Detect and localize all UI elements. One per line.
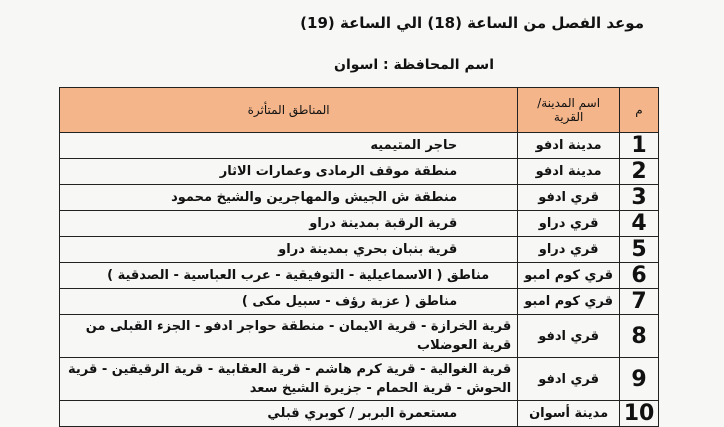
table-row — [60, 289, 659, 315]
row-city: قري ادفو — [518, 185, 620, 211]
governorate-name: اسم المحافظة : اسوان — [334, 57, 494, 73]
row-number: 3 — [620, 185, 659, 211]
table-row — [60, 358, 659, 401]
row-number: 2 — [620, 159, 659, 185]
row-city: قري ادفو — [518, 358, 620, 401]
row-areas: مناطق ( عزبة رؤف - سبيل مكى ) — [60, 289, 518, 315]
table-row — [60, 401, 659, 427]
row-number: 6 — [620, 263, 659, 289]
table-row — [60, 185, 659, 211]
column-header-areas: المناطق المتأثرة — [60, 88, 518, 133]
row-number: 10 — [620, 401, 659, 427]
row-areas: قرية الرقبة بمدينة دراو — [60, 211, 518, 237]
row-city: مدينة ادفو — [518, 159, 620, 185]
row-areas: منطقة موقف الرمادى وعمارات الاثار — [60, 159, 518, 185]
row-city: مدينة ادفو — [518, 133, 620, 159]
column-header-number: م — [620, 88, 659, 133]
row-number: 1 — [620, 133, 659, 159]
row-city: قري دراو — [518, 211, 620, 237]
row-areas: حاجر المتيميه — [60, 133, 518, 159]
row-areas: مستعمرة البربر / كوبري قبلي — [60, 401, 518, 427]
table-row — [60, 315, 659, 358]
row-number: 7 — [620, 289, 659, 315]
row-number: 4 — [620, 211, 659, 237]
row-city: قري دراو — [518, 237, 620, 263]
row-areas: قرية بنبان بحري بمدينة دراو — [60, 237, 518, 263]
row-city: قري كوم امبو — [518, 289, 620, 315]
row-city: مدينة أسوان — [518, 401, 620, 427]
row-number: 9 — [620, 358, 659, 401]
row-city: قري كوم امبو — [518, 263, 620, 289]
row-areas: قرية الخرازة - قرية الايمان - منطقة حواجر ادفو - الجزء القبلى من قرية العوضلاب — [60, 315, 518, 358]
column-header-city: اسم المدينة/ القرية — [518, 88, 620, 133]
table-row — [60, 133, 659, 159]
table-header-row — [60, 88, 659, 133]
table-row — [60, 159, 659, 185]
table-row — [60, 263, 659, 289]
row-areas: منطقة ش الجيش والمهاجرين والشيخ محمود — [60, 185, 518, 211]
affected-areas-table — [59, 87, 659, 427]
row-city: قري ادفو — [518, 315, 620, 358]
schedule-title: موعد الفصل من الساعة (18) الي الساعة (19) — [300, 14, 644, 32]
row-areas: قرية الغوالية - قرية كرم هاشم - قرية العقابية - قرية الرقيقين - قرية الحوش - قرية الحمام - جزيرة الشيخ سعد — [60, 358, 518, 401]
row-areas: مناطق ( الاسماعيلية - التوفيقية - عرب العباسية - الصدقية ) — [60, 263, 518, 289]
row-number: 5 — [620, 237, 659, 263]
table-row — [60, 211, 659, 237]
table-row — [60, 237, 659, 263]
row-number: 8 — [620, 315, 659, 358]
